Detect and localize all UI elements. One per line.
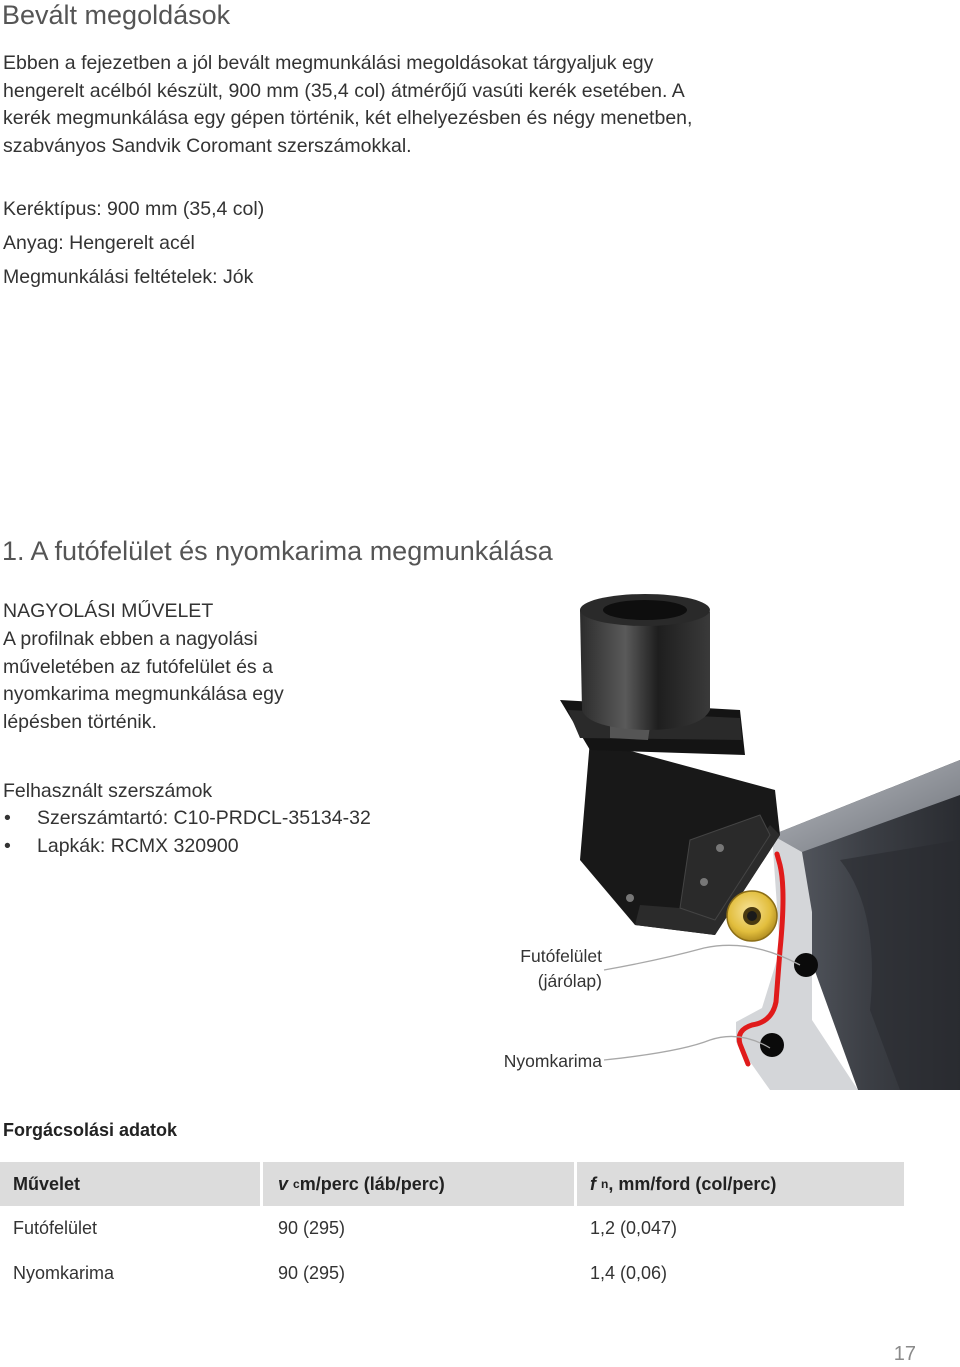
tool-item-label: Lapkák: RCMX 320900 bbox=[37, 835, 239, 857]
cutting-data-title: Forgácsolási adatok bbox=[3, 1120, 178, 1140]
tool-item-holder bbox=[0, 807, 371, 830]
tool-item-insert bbox=[0, 835, 239, 858]
callout-tread-line2: (járólap) bbox=[537, 971, 602, 991]
header-vc-symbol: v bbox=[278, 1173, 289, 1194]
bullet: • bbox=[4, 807, 11, 829]
section-title: 1. A futófelület és nyomkarima megmunkálása bbox=[2, 536, 553, 566]
callout-tread-line1: Futófelület bbox=[520, 946, 602, 966]
bullet: • bbox=[4, 835, 11, 857]
table-row bbox=[0, 1251, 904, 1296]
row-operation: Futófelület bbox=[13, 1218, 98, 1238]
tools-title: Felhasznált szerszámok bbox=[3, 780, 213, 802]
spec-wheel-type: Keréktípus: 900 mm (35,4 col) bbox=[3, 198, 265, 220]
operation-description: A profilnak ebben a nagyolási műveletében az futófelület és a nyomkarima megmunkálása egy lépésben történik. bbox=[3, 628, 284, 733]
row-feed: 1,4 (0,06) bbox=[590, 1263, 668, 1283]
tool-item-label: Szerszámtartó: C10-PRDCL-35134-32 bbox=[37, 807, 371, 829]
row-cutting-speed: 90 (295) bbox=[278, 1218, 346, 1238]
row-feed: 1,2 (0,047) bbox=[590, 1218, 678, 1238]
callout-flange: Nyomkarima bbox=[503, 1051, 602, 1071]
header-fn-unit: , mm/ford (col/perc) bbox=[608, 1173, 777, 1194]
header-vc-sub: c bbox=[293, 1177, 300, 1191]
operation-title: NAGYOLÁSI MŰVELET bbox=[3, 600, 214, 622]
spec-material: Anyag: Hengerelt acél bbox=[3, 232, 195, 254]
intro-paragraph: Ebben a fejezetben a jól bevált megmunkálási megoldásokat tárgyaljuk egy hengerelt acélból készült, 900 mm (35,4 col) átmérőjű vasúti kerék esetében. A kerék megmunkálása egy gépen történik, két elhelyezésben és négy menetben, szabványos Sandvik Coromant szerszámokkal. bbox=[3, 52, 693, 157]
spec-conditions: Megmunkálási feltételek: Jók bbox=[3, 266, 254, 288]
header-operation: Művelet bbox=[13, 1173, 81, 1194]
header-feed bbox=[590, 1162, 776, 1206]
table-header-row bbox=[0, 1162, 904, 1206]
page-heading: Bevált megoldások bbox=[2, 0, 231, 30]
header-fn-sub: n bbox=[601, 1177, 609, 1191]
header-fn-symbol: f bbox=[590, 1173, 596, 1194]
row-operation: Nyomkarima bbox=[13, 1263, 115, 1283]
page-number: 17 bbox=[893, 1343, 916, 1365]
header-vc-unit: m/perc (láb/perc) bbox=[299, 1173, 445, 1194]
callout-leaders bbox=[600, 940, 820, 1090]
row-cutting-speed: 90 (295) bbox=[278, 1263, 346, 1283]
table-row bbox=[0, 1206, 904, 1251]
callout-tread bbox=[440, 944, 602, 994]
cutting-data-table bbox=[0, 1162, 904, 1296]
header-cutting-speed bbox=[278, 1162, 445, 1206]
